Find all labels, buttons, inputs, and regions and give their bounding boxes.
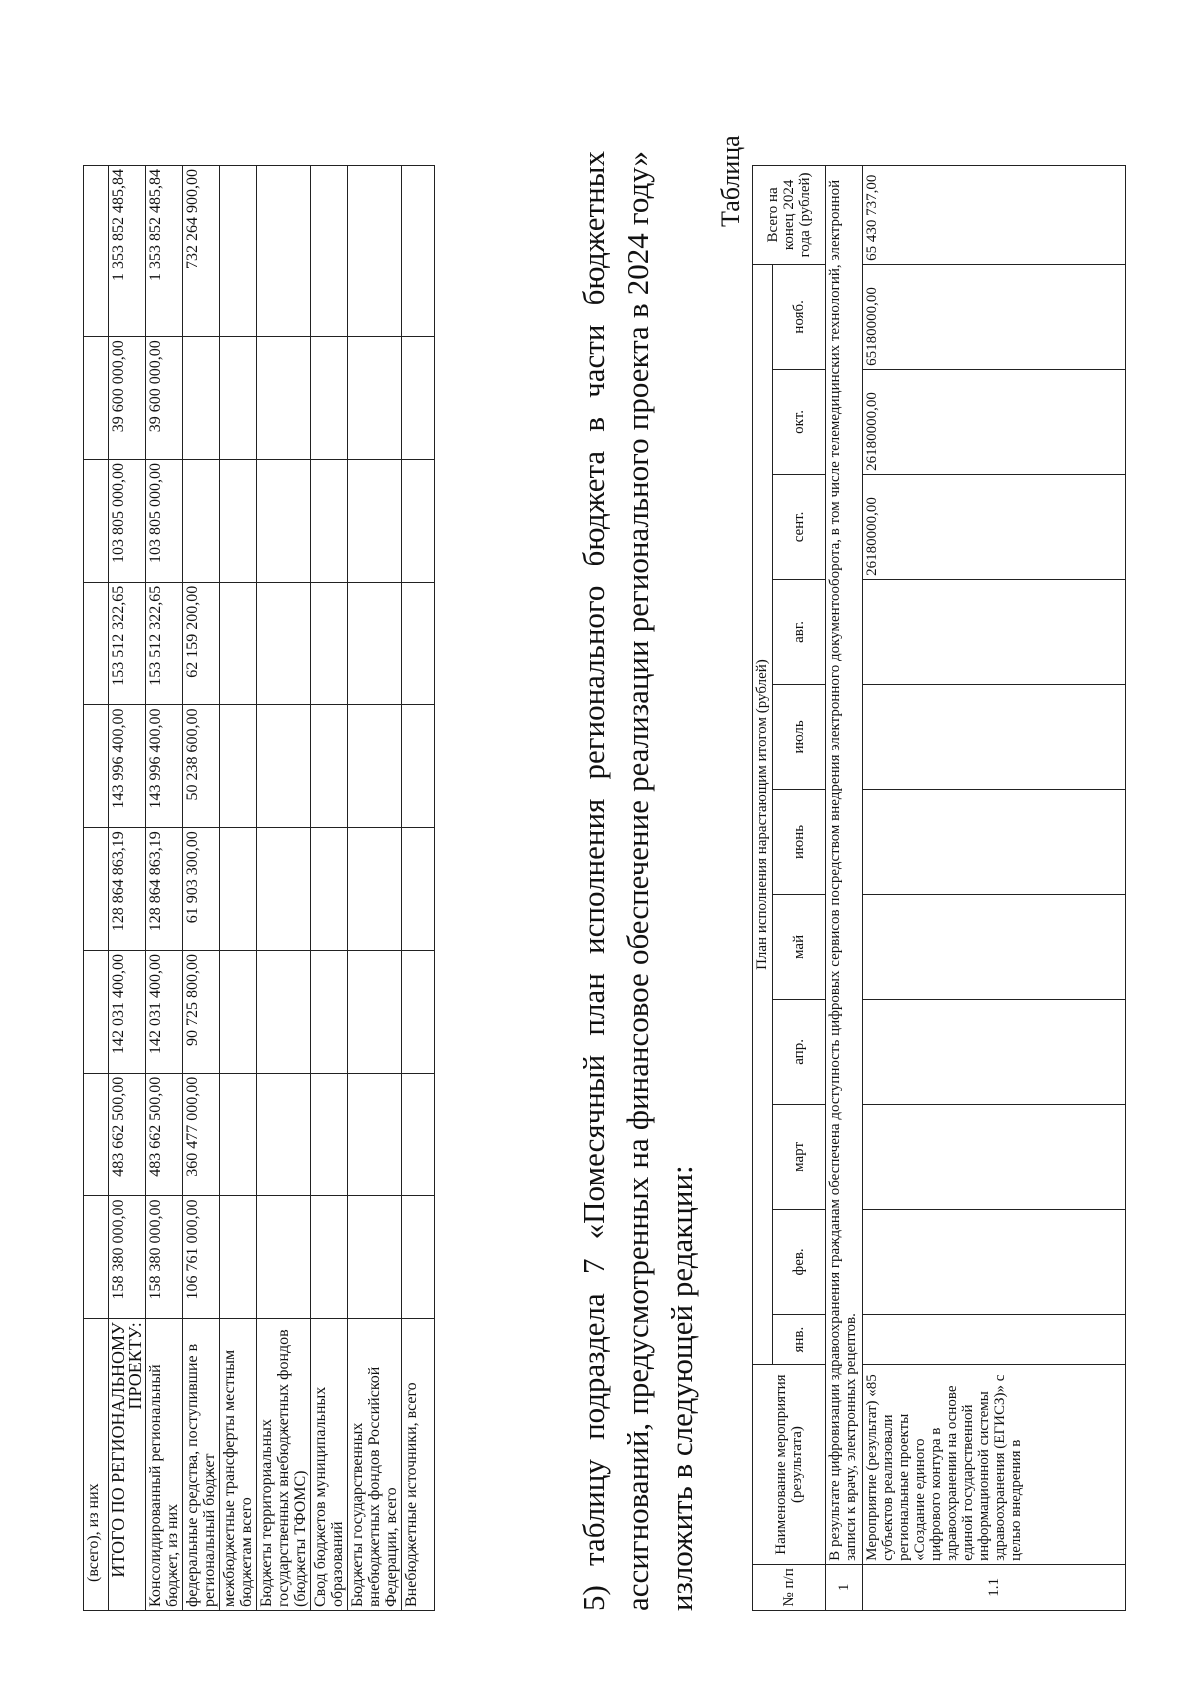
budget-cell: 103 805 000,00 — [146, 459, 183, 582]
budget-cell: 360 477 000,00 — [183, 1073, 220, 1196]
budget-cell — [402, 337, 435, 460]
budget-cell — [257, 337, 311, 460]
budget-row — [402, 166, 435, 1611]
budget-row — [220, 166, 257, 1611]
table-caption: Таблица — [716, 135, 745, 227]
plan-section-text: В результате цифровизации здравоохранения гражданам обеспечена доступность цифровых сервисов посредством внедрения электронного документооборота, в том числе телемедицинских технологий, электронной записи к врачу, электронных рецептов. — [826, 166, 863, 1565]
plan-month-header: авг. — [772, 579, 825, 684]
plan-cell — [863, 1314, 1126, 1364]
budget-cell — [220, 1196, 257, 1319]
budget-cell: 1 353 852 485,84 — [146, 166, 183, 337]
plan-cell — [863, 1104, 1126, 1209]
budget-cell — [348, 459, 402, 582]
budget-row — [348, 166, 402, 1611]
budget-cell: 732 264 900,00 — [183, 166, 220, 337]
budget-cell: 153 512 322,65 — [109, 582, 146, 705]
budget-cell: 128 864 863,19 — [146, 828, 183, 951]
plan-month-header: апр. — [772, 999, 825, 1104]
budget-cell: 103 805 000,00 — [109, 459, 146, 582]
budget-row — [311, 166, 348, 1611]
budget-cell — [402, 705, 435, 828]
budget-cell — [348, 582, 402, 705]
budget-cell — [220, 166, 257, 337]
budget-cell: 1 353 852 485,84 — [109, 166, 146, 337]
budget-cell: 128 864 863,19 — [109, 828, 146, 951]
budget-row-label: Бюджеты государственных внебюджетных фондов Российской Федерации, всего — [348, 1319, 402, 1611]
plan-month-header: янв. — [772, 1314, 825, 1364]
plan-cell — [863, 579, 1126, 684]
plan-cell: 26180000,00 — [863, 474, 1126, 579]
plan-cell — [863, 999, 1126, 1104]
budget-cell — [311, 950, 348, 1073]
budget-cell — [183, 337, 220, 460]
budget-cell: 143 996 400,00 — [109, 705, 146, 828]
budget-cell: 90 725 800,00 — [183, 950, 220, 1073]
budget-cell — [402, 166, 435, 337]
budget-cell: 106 761 000,00 — [183, 1196, 220, 1319]
budget-header-row — [84, 166, 109, 1611]
amendment-paragraph: 5) таблицу подраздела 7 «Помесячный план исполнения регионального бюджета в части бюджетных ассигнований, предусмотренных на финансовое обеспечение реализации регионального проекта в 2024 году» изложить в следующей редакции: — [576, 151, 699, 1611]
plan-row-name: Мероприятие (результат) «85 субъектов реализовали региональные проекты «Создание единого цифрового контура в здравоохранении на основе единой государственной информационной системы здравоохранения (ЕГИСЗ)» с целью внедрения в — [863, 1365, 1126, 1565]
budget-row-label: Консолидированный региональный бюджет, из них — [146, 1319, 183, 1611]
budget-cell — [220, 337, 257, 460]
budget-cell: 39 600 000,00 — [109, 337, 146, 460]
plan-cell: 26180000,00 — [863, 369, 1126, 474]
budget-cell — [348, 1073, 402, 1196]
budget-cell: 483 662 500,00 — [146, 1073, 183, 1196]
budget-row-label: Внебюджетные источники, всего — [402, 1319, 435, 1611]
plan-month-header: нояб. — [772, 264, 825, 369]
plan-col-num: № п/п — [753, 1564, 826, 1610]
budget-cell — [311, 828, 348, 951]
budget-cell — [183, 459, 220, 582]
budget-cell: 39 600 000,00 — [146, 337, 183, 460]
plan-cell — [863, 789, 1126, 894]
plan-row-total: 65 430 737,00 — [863, 166, 1126, 265]
budget-cell — [348, 1196, 402, 1319]
plan-cell — [863, 894, 1126, 999]
budget-cell — [257, 828, 311, 951]
budget-cell — [348, 705, 402, 828]
plan-cell — [863, 684, 1126, 789]
budget-row — [109, 166, 146, 1611]
budget-cell — [220, 705, 257, 828]
budget-cell — [348, 337, 402, 460]
budget-cell — [257, 166, 311, 337]
plan-table — [752, 165, 1126, 1611]
budget-cell — [311, 166, 348, 337]
budget-row-label: ИТОГО ПО РЕГИОНАЛЬНОМУ ПРОЕКТУ: — [109, 1319, 146, 1611]
budget-cell — [402, 828, 435, 951]
budget-cell — [220, 459, 257, 582]
budget-cell: 50 238 600,00 — [183, 705, 220, 828]
budget-cell — [257, 459, 311, 582]
plan-month-header: фев. — [772, 1209, 825, 1314]
plan-section-row — [826, 166, 863, 1611]
plan-row-num: 1.1 — [863, 1564, 1126, 1610]
plan-month-header: сент. — [772, 474, 825, 579]
budget-cell — [220, 582, 257, 705]
budget-row-label: Бюджеты территориальных государственных внебюджетных фондов (бюджеты ТФОМС) — [257, 1319, 311, 1611]
budget-row — [183, 166, 220, 1611]
budget-cell — [257, 582, 311, 705]
plan-row — [863, 166, 1126, 1611]
budget-cell — [402, 1073, 435, 1196]
budget-cell — [257, 1073, 311, 1196]
budget-row-label: федеральные средства, поступившие в региональный бюджет — [183, 1319, 220, 1611]
budget-cell — [311, 337, 348, 460]
budget-cell — [348, 166, 402, 337]
budget-cell: 62 159 200,00 — [183, 582, 220, 705]
plan-col-total: Всего на конец 2024 года (рублей) — [753, 166, 826, 265]
plan-month-header: июнь — [772, 789, 825, 894]
budget-cell — [220, 1073, 257, 1196]
budget-cell — [402, 950, 435, 1073]
plan-header-row-1 — [753, 166, 773, 1611]
budget-cell: 153 512 322,65 — [146, 582, 183, 705]
budget-cell — [402, 582, 435, 705]
budget-cell: 143 996 400,00 — [146, 705, 183, 828]
budget-row — [257, 166, 311, 1611]
budget-row — [146, 166, 183, 1611]
budget-cell — [257, 950, 311, 1073]
budget-header-label: (всего), из них — [84, 1319, 109, 1611]
budget-cell — [311, 1073, 348, 1196]
budget-row-label: Свод бюджетов муниципальных образований — [311, 1319, 348, 1611]
budget-cell — [348, 950, 402, 1073]
budget-cell: 142 031 400,00 — [146, 950, 183, 1073]
budget-cell — [220, 950, 257, 1073]
plan-cell — [863, 1209, 1126, 1314]
budget-cell: 158 380 000,00 — [109, 1196, 146, 1319]
budget-table — [83, 165, 435, 1611]
plan-month-header: июль — [772, 684, 825, 789]
plan-section-num: 1 — [826, 1564, 863, 1610]
budget-cell: 483 662 500,00 — [109, 1073, 146, 1196]
plan-month-header: март — [772, 1104, 825, 1209]
budget-cell — [311, 582, 348, 705]
budget-cell — [311, 705, 348, 828]
plan-col-plan: План исполнения нарастающим итогом (рублей) — [753, 264, 773, 1365]
budget-cell — [402, 1196, 435, 1319]
budget-cell: 142 031 400,00 — [109, 950, 146, 1073]
plan-col-name: Наименование мероприятия (результата) — [753, 1365, 826, 1565]
plan-month-header: май — [772, 894, 825, 999]
budget-cell — [311, 459, 348, 582]
budget-cell — [257, 705, 311, 828]
budget-cell: 61 903 300,00 — [183, 828, 220, 951]
budget-cell — [220, 828, 257, 951]
budget-cell — [348, 828, 402, 951]
plan-month-header: окт. — [772, 369, 825, 474]
budget-cell — [257, 1196, 311, 1319]
budget-cell — [402, 459, 435, 582]
budget-cell — [311, 1196, 348, 1319]
budget-cell: 158 380 000,00 — [146, 1196, 183, 1319]
plan-cell: 65180000,00 — [863, 264, 1126, 369]
budget-row-label: межбюджетные трансферты местным бюджетам всего — [220, 1319, 257, 1611]
